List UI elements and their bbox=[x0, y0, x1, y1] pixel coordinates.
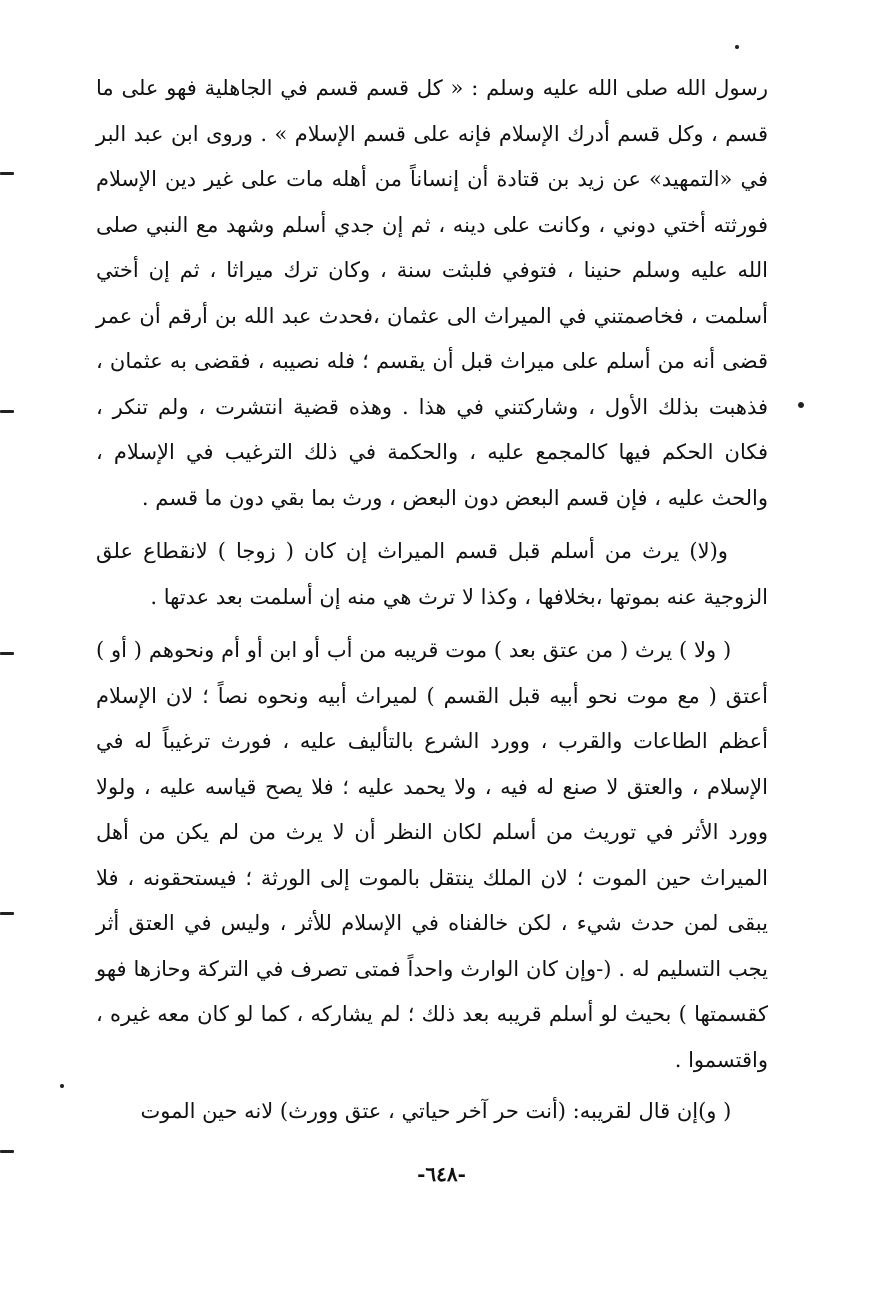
body-text bbox=[96, 66, 768, 1135]
text-line: فلا يبقى لمن حدث شيء ، لكن خالفناه في الإسلام للأثر ، وليس في العتق أثر bbox=[96, 865, 768, 935]
ink-dot bbox=[60, 1084, 64, 1088]
text-line: على ميراث قبل أن يقسم ؛ فله نصيبه ، فقضى به عثمان ، فذهبت بذلك الأول ، bbox=[96, 349, 769, 419]
text-line: ( و)إن قال لقريبه: (أنت حر آخر حياتي ، عتق وورث) لانه حين الموت bbox=[140, 1099, 732, 1123]
margin-mark bbox=[0, 652, 14, 655]
paragraph-manumission-at-death bbox=[96, 1089, 768, 1135]
margin-mark bbox=[0, 172, 14, 175]
text-line: رسول الله صلى الله عليه وسلم : « كل قسم قسم في الجاهلية فهو على ما قسم ، bbox=[96, 76, 768, 146]
text-line: ( ولا ) يرث ( من عتق بعد ) موت قريبه من أب أو ابن أو أم ونحوهم bbox=[148, 638, 732, 662]
text-line: أختي دوني ، وكانت على دينه ، ثم إن جدي أسلم وشهد مع النبي صلى الله عليه bbox=[96, 212, 768, 282]
text-line: غيره ، واقتسموا . bbox=[96, 1002, 768, 1072]
text-line: الزوجية عنه بموتها ،بخلافها ، وكذا لا ترث هي منه إن أسلمت بعد عدتها . bbox=[150, 584, 768, 609]
text-line: «التمهيد» عن زيد بن قتادة أن إنساناً من أهله مات على غير دين الإسلام فورثته bbox=[96, 167, 768, 237]
text-line: كالمجمع عليه ، والحكمة في ذلك الترغيب في الإسلام ، والحث عليه ، فإن قسم bbox=[96, 440, 768, 510]
text-line: البعض دون البعض ، ورث بما بقي دون ما قسم . bbox=[141, 485, 560, 510]
margin-mark bbox=[0, 912, 14, 915]
paragraph-spouse bbox=[96, 529, 768, 620]
ink-dot bbox=[798, 402, 804, 408]
text-line: وكل قسم أدرك الإسلام فإنه على قسم الإسلام » . وروى ابن عبد البر في bbox=[96, 121, 768, 191]
text-line: أهل الميراث حين الموت ؛ لان الملك ينتقل بالموت إلى الورثة ؛ فيستحقونه ، bbox=[96, 820, 769, 890]
page-number: -٦٤٨- bbox=[417, 1162, 466, 1186]
text-line: له في الإسلام ، والعتق لا صنع له فيه ، ولا يحمد عليه ؛ فلا يصح قياسه عليه ، bbox=[96, 729, 768, 799]
text-line: وسلم حنينا ، فتوفي فلبثت سنة ، وكان ترك ميراثا ، ثم إن أختي أسلمت ، bbox=[96, 258, 768, 328]
text-line: و(لا) يرث من أسلم قبل قسم الميراث إن كان ( زوجا ) لانقطاع علق bbox=[96, 539, 728, 563]
ink-dot bbox=[735, 45, 739, 49]
text-line: ولولا وورد الأثر في توريث من أسلم لكان النظر أن لا يرث من لم يكن من bbox=[96, 774, 768, 844]
margin-mark bbox=[0, 410, 14, 413]
margin-mark bbox=[0, 1150, 14, 1153]
paragraph-freed-slave bbox=[96, 628, 768, 1083]
text-line: ( أو ) أعتق ( مع موت نحو أبيه قبل القسم ) لميراث أبيه ونحوه نصاً ؛ لان bbox=[96, 638, 768, 708]
text-line: كقسمتها ) بحيث لو أسلم قريبه بعد ذلك ؛ لم يشاركه ، كما لو كان معه bbox=[157, 1002, 768, 1026]
text-line: الإسلام أعظم الطاعات والقرب ، وورد الشرع بالتأليف عليه ، فورث ترغيباً bbox=[96, 683, 769, 753]
paragraph-inheritance-before-division bbox=[96, 66, 768, 521]
text-line: فخاصمتني في الميراث الى عثمان ،فحدث عبد الله بن أرقم أن عمر قضى أنه من أسلم bbox=[96, 303, 768, 373]
text-line: وشاركتني في هذا . وهذه قضية انتشرت ، ولم تنكر ، فكان الحكم فيها bbox=[96, 394, 769, 464]
text-line: يجب التسليم له . (-وإن كان الوارث واحداً فمتى تصرف في التركة وحازها فهو bbox=[96, 956, 768, 981]
